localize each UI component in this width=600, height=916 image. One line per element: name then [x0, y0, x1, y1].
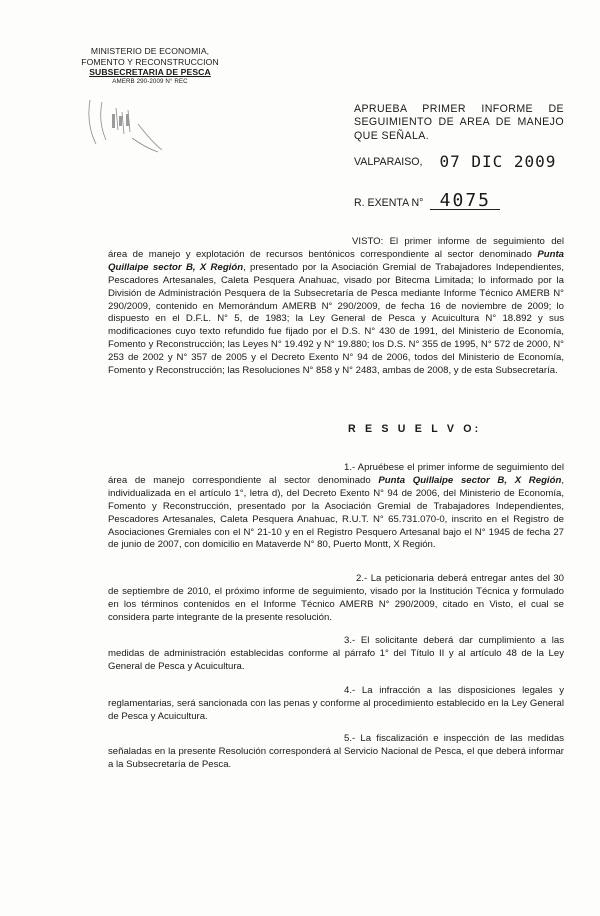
- letterhead-subsecretaria: SUBSECRETARIA DE PESCA: [89, 67, 211, 77]
- item-1-text-a: 1.- Apruébese el primer informe de seguimiento del área de manejo correspondiente al sector denominado: [108, 462, 564, 486]
- resuelvo-heading: R E S U E L V O:: [348, 423, 482, 435]
- visto-paragraph: [108, 236, 564, 378]
- resolution-number-line: [354, 192, 500, 210]
- resolution-item-5: 5.- La fiscalización e inspección de las medidas señaladas en la presente Resolución corresponderá al Servicio Nacional de Pesca, el que deberá informar a la Subsecretaría de Pesca.: [108, 733, 564, 770]
- visto-sector: Punta Quillaipe sector B, X Región: [108, 248, 564, 273]
- place-date-line: [354, 152, 556, 171]
- resolution-item-4: 4.- La infracción a las disposiciones legales y reglamentarias, será sancionada con las penas y conforme al procedimiento establecido en la Ley General de Pesca y Acuicultura.: [108, 685, 564, 722]
- item-1-text-b: , individualizada en el artículo 1°, letra d), del Decreto Exento N° 94 de 2006, del Ministerio de Economía, Fomento y Reconstrucción, presentado por la Asociación Gremial de Trabajadores Independientes, Pescadores Artesanales, Caleta Pesquera Anahuac, R.U.T. N° 65.731.070-0, inscrito en el Registro de Asociaciones Gremiales con el N° 21-10 y en el Registro Pesquero Artesanal bajo el N° 1945 de fecha 27 de junio de 2007, con domicilio en Mataverde N° 80, Puerto Montt, X Región.: [108, 474, 564, 551]
- visto-text-1: VISTO: El primer informe de seguimiento del área de manejo y explotación de recursos bentónicos correspondiente al sector denominado: [108, 236, 564, 260]
- letterhead-ministry-2: FOMENTO Y RECONSTRUCCION: [81, 56, 219, 67]
- exenta-number: 4075: [430, 192, 500, 210]
- letterhead-ministry: MINISTERIO DE ECONOMIA,: [90, 46, 210, 56]
- letterhead-reference: AMERB 290-2009 N° REC: [112, 77, 188, 85]
- document-title: APRUEBA PRIMER INFORME DE SEGUIMIENTO DE AREA DE MANEJO QUE SEÑALA.: [354, 103, 564, 142]
- letterhead: [70, 46, 230, 86]
- place-label: VALPARAISO,: [354, 156, 423, 168]
- item-1-sector: Punta Quillaipe sector B, X Región: [378, 474, 562, 486]
- resolution-item-2: 2.- La peticionaria deberá entregar antes del 30 de septiembre de 2010, el próximo informe de seguimiento, visado por la Institución Técnica y formulado en los términos contenidos en el Informe Técnico AMERB N° 290/2009, citado en Visto, el cual se considera parte integrante de la presente resolución.: [108, 573, 564, 623]
- visto-text-2: , presentado por la Asociación Gremial de Trabajadores Independientes, Pescadores Artesanales, Caleta Pesquera Anahuac, visado por Bitecma Limitada; lo informado por la División de Administración Pesquera de la Subsecretaría de Pesca mediante Informe Técnico AMERB N° 290/2009, contenido en Memorándum AMERB N° 290/2009, de fecha 16 de noviembre de 2009; lo dispuesto en el D.F.L. N° 5, de 1983; la Ley General de Pesca y Acuicultura N° 18.892 y sus modificaciones cuyo texto refundido fue fijado por el D.S. N° 430 de 1991, del Ministerio de Economía, Fomento y Reconstrucción; las Leyes N° 19.492 y N° 19.880; los D.S. N° 355 de 1995, N° 572 de 2000, N° 253 de 2002 y N° 357 de 2005 y el Decreto Exento N° 94 de 2006, todos del Ministerio de Economía, Fomento y Reconstrucción; las Resoluciones N° 858 y N° 2483, ambas de 2008, y de esta Subsecretaría.: [108, 261, 564, 377]
- resolution-item-3: 3.- El solicitante deberá dar cumplimiento a las medidas de administración establecidas conforme al párrafo 1° del Título II y al artículo 48 de la Ley General de Pesca y Acuicultura.: [108, 635, 564, 672]
- exenta-label: R. EXENTA N°: [354, 197, 424, 209]
- date-stamp: 07 DIC 2009: [439, 152, 557, 171]
- received-stamp-icon: [82, 94, 168, 156]
- resolution-item-1: [108, 462, 564, 552]
